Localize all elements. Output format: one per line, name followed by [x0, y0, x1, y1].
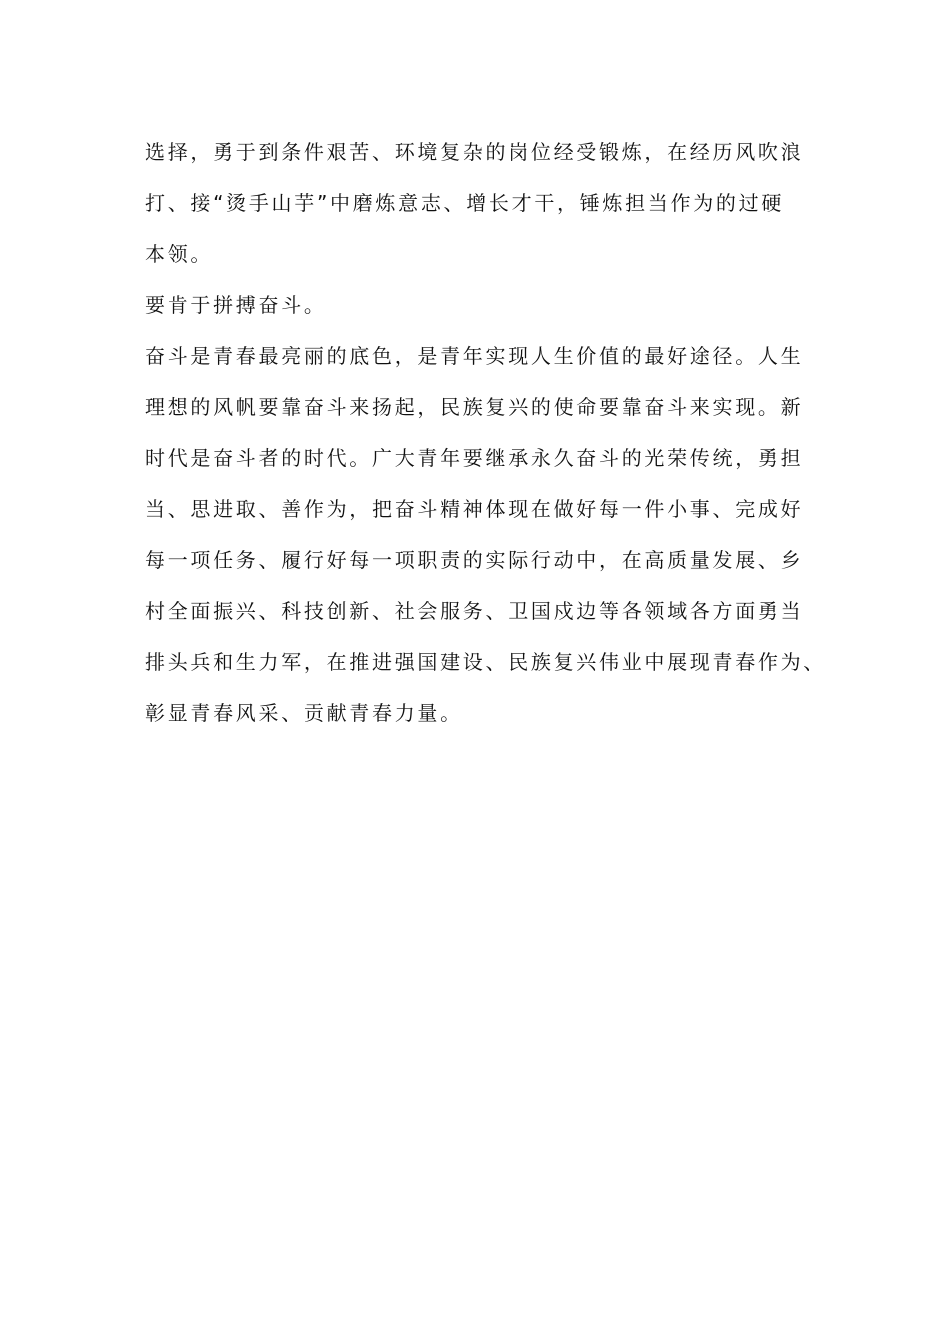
- text-line: 选择，勇于到条件艰苦、环境复杂的岗位经受锻炼，在经历风吹浪: [145, 140, 804, 164]
- text-line: 奋斗是青春最亮丽的底色，是青年实现人生价值的最好途径。人生: [145, 344, 804, 368]
- text-line: 每一项任务、履行好每一项职责的实际行动中，在高质量发展、乡: [145, 548, 804, 572]
- text-line: 村全面振兴、科技创新、社会服务、卫国戍边等各领域各方面勇当: [145, 599, 804, 623]
- text-line: 本领。: [145, 242, 214, 266]
- text-line: 当、思进取、善作为，把奋斗精神体现在做好每一件小事、完成好: [145, 497, 804, 521]
- text-line: 排头兵和生力军，在推进强国建设、民族复兴伟业中展现青春作为、: [145, 650, 826, 674]
- text-line: 彰显青春风采、贡献青春力量。: [145, 701, 463, 725]
- text-line: 时代是奋斗者的时代。广大青年要继承永久奋斗的光荣传统，勇担: [145, 446, 804, 470]
- document-body: [145, 134, 835, 746]
- text-line: 打、接“烫手山芋”中磨炼意志、增长才干，锤炼担当作为的过硬: [145, 191, 785, 215]
- section-heading: 要肯于拼搏奋斗。: [145, 293, 327, 317]
- text-line: 理想的风帆要靠奋斗来扬起，民族复兴的使命要靠奋斗来实现。新: [145, 395, 804, 419]
